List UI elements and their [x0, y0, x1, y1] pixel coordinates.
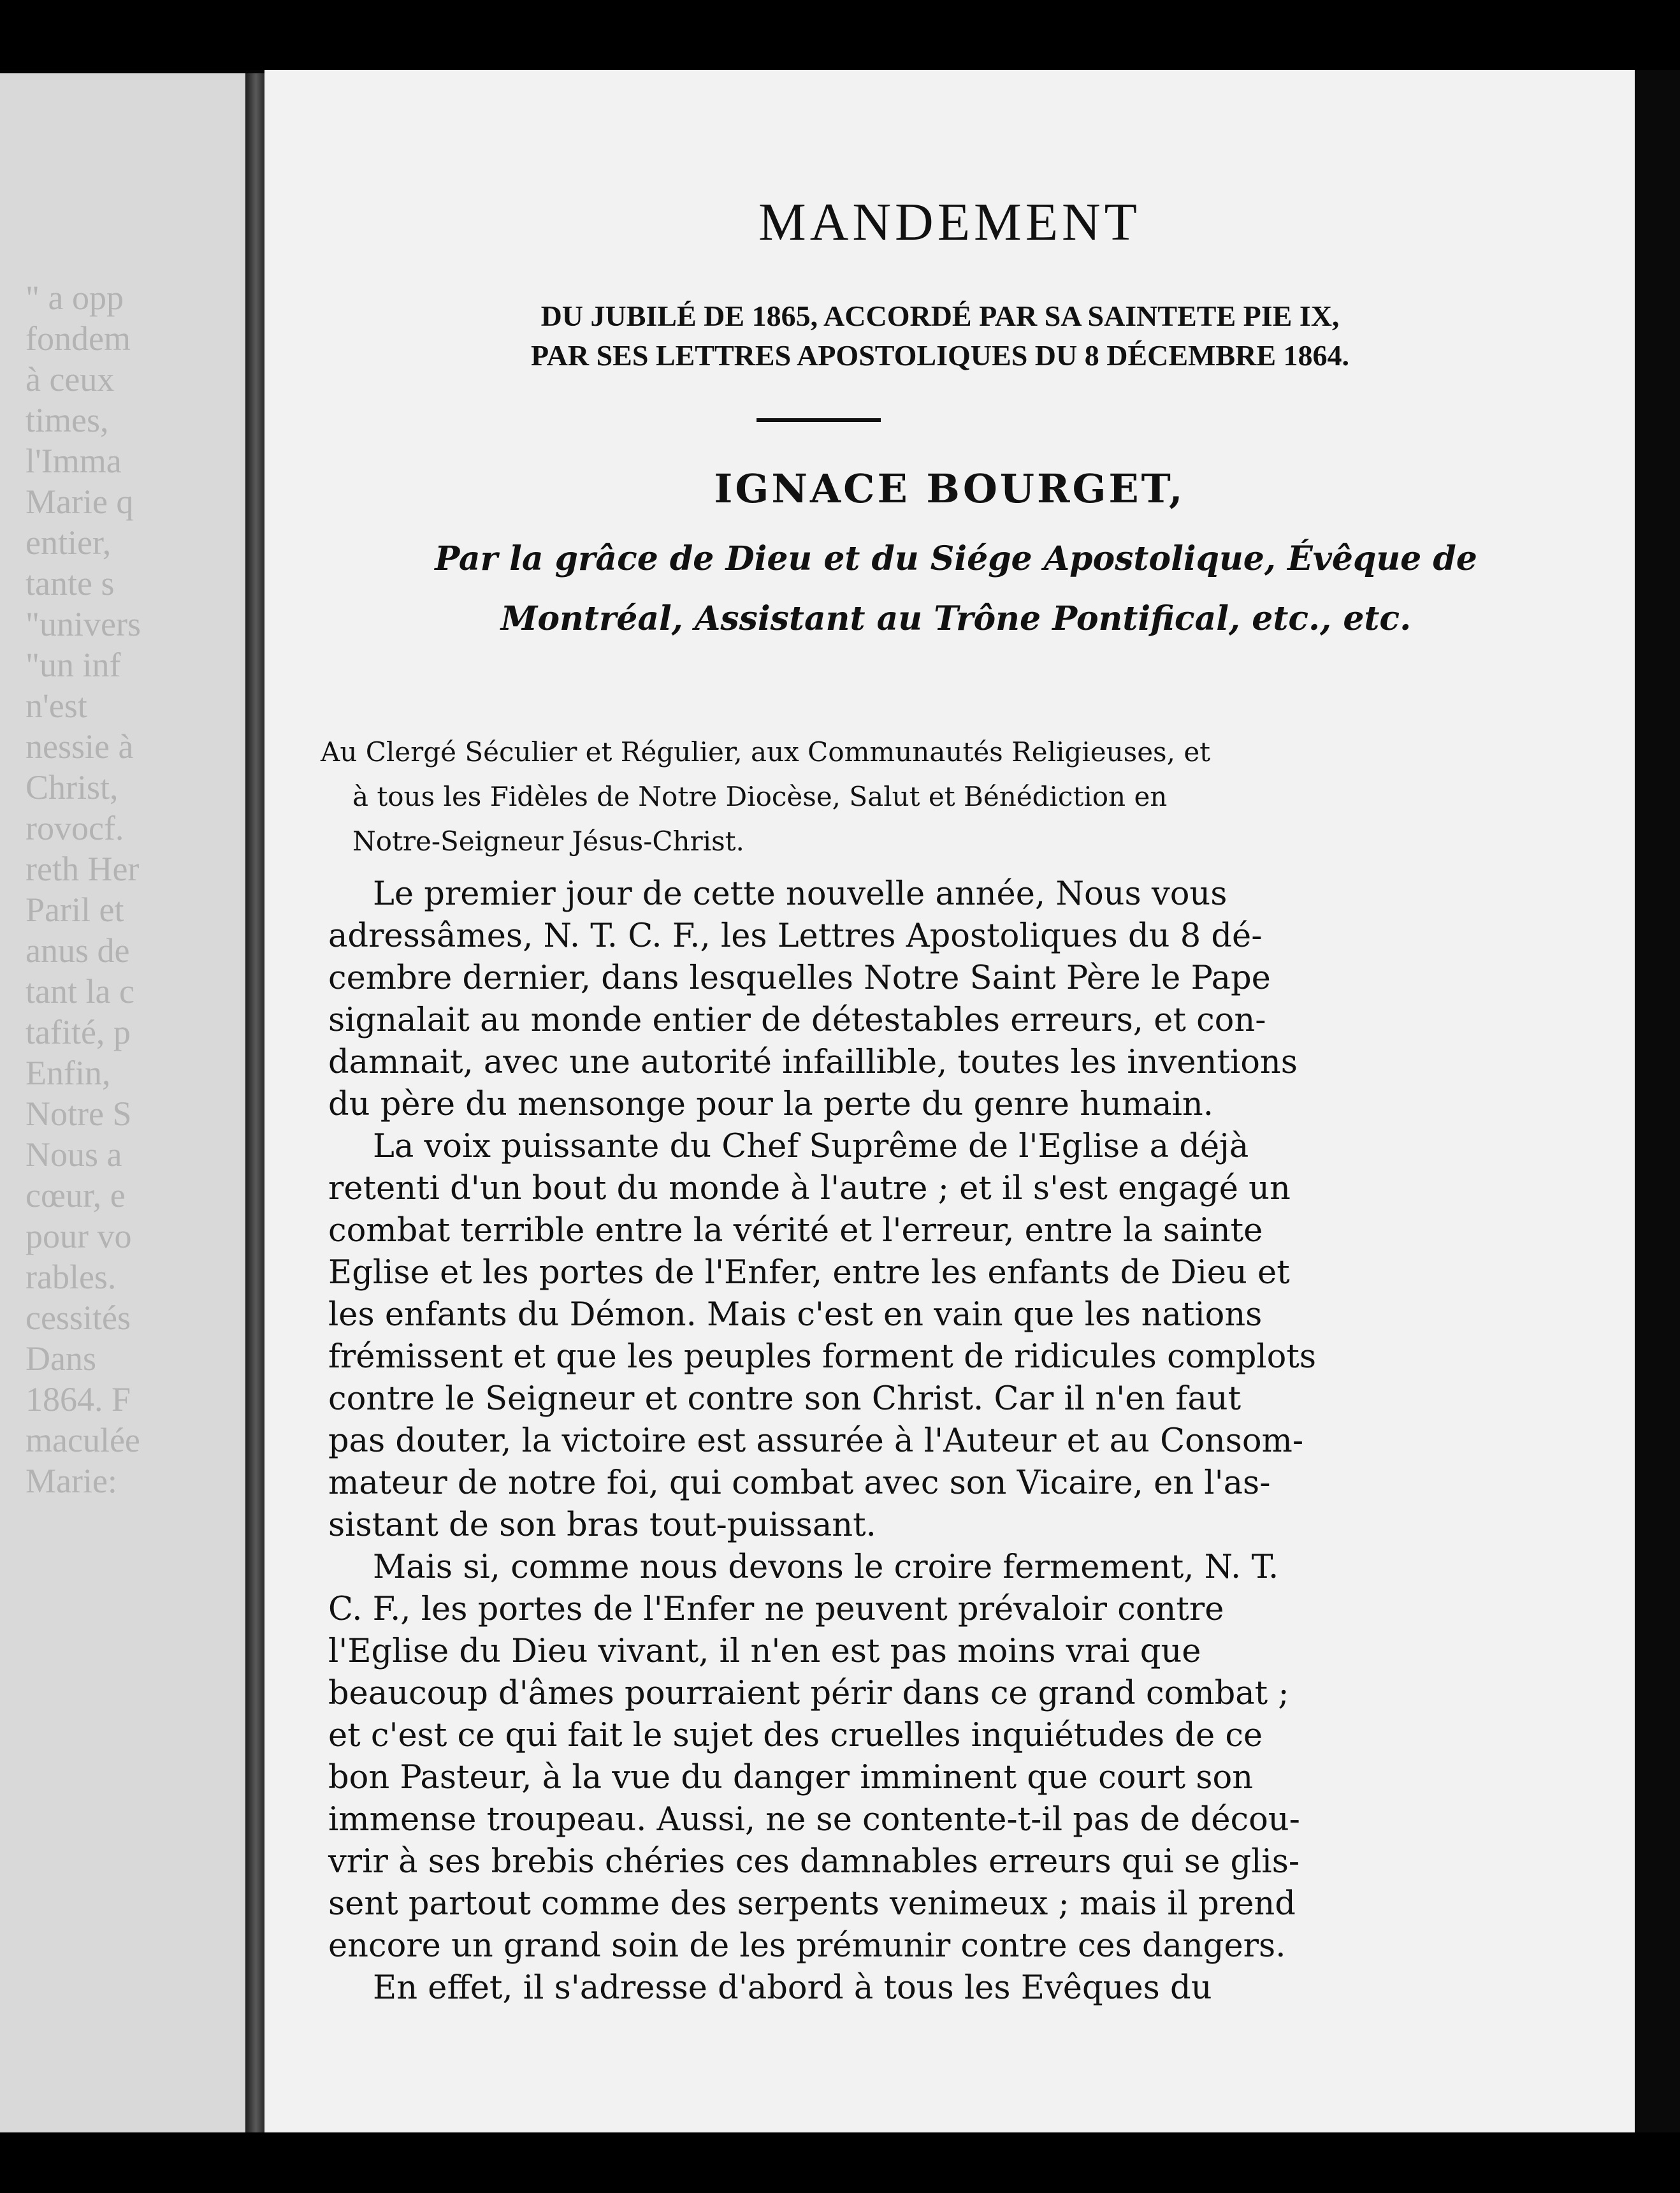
body-line: C. F., les portes de l'Enfer ne peuvent prévaloir contre [328, 1591, 1224, 1628]
body-line: Mais si, comme nous devons le croire fermement, N. T. [373, 1548, 1279, 1586]
facing-page-line: " a opp [25, 279, 124, 317]
facing-page-line: Enfin, [25, 1054, 111, 1092]
body-line: immense troupeau. Aussi, ne se contente-t-il pas de décou- [328, 1801, 1300, 1839]
scan-bottom-border [0, 2132, 1680, 2193]
subtitle-line: DU JUBILÉ DE 1865, ACCORDÉ PAR SA SAINTETE PIE IX, [540, 300, 1340, 332]
body-line: les enfants du Démon. Mais c'est en vain que les nations [328, 1296, 1263, 1334]
salutation-line: à tous les Fidèles de Notre Diocèse, Salut et Bénédiction en [352, 781, 1168, 812]
scan-top-border [0, 0, 1680, 70]
page-content [264, 70, 1635, 2132]
facing-page-line: tante s [25, 564, 115, 602]
facing-page-line: maculée [25, 1421, 140, 1459]
facing-page-line: rovocf. [25, 809, 124, 847]
body-line: l'Eglise du Dieu vivant, il n'en est pas moins vrai que [328, 1633, 1201, 1670]
facing-page-line: tafité, p [25, 1013, 131, 1051]
facing-page-line: "un inf [25, 646, 121, 684]
facing-page-line: times, [25, 401, 109, 439]
document-page [264, 70, 1635, 2132]
facing-page-line: anus de [25, 931, 130, 970]
facing-page-line: tant la c [25, 972, 134, 1010]
body-line: combat terrible entre la vérité et l'erreur, entre la sainte [328, 1212, 1263, 1250]
body-line: adressâmes, N. T. C. F., les Lettres Apostoliques du 8 dé- [328, 917, 1263, 955]
facing-page-line: Christ, [25, 768, 119, 806]
facing-page-line: entier, [25, 523, 112, 562]
author-titles-line: Par la grâce de Dieu et du Siége Apostolique, Évêque de [435, 539, 1477, 578]
body-line: contre le Seigneur et contre son Christ. Car il n'en faut [328, 1380, 1242, 1418]
facing-page-line: nessie à [25, 727, 134, 766]
title-rule [757, 418, 881, 422]
facing-page-line: cessités [25, 1299, 131, 1337]
body-line: retenti d'un bout du monde à l'autre ; et il s'est engagé un [328, 1170, 1291, 1207]
body-line: cembre dernier, dans lesquelles Notre Saint Père le Pape [328, 959, 1271, 997]
body-line: pas douter, la victoire est assurée à l'Auteur et au Consom- [328, 1422, 1304, 1460]
body-line: Le premier jour de cette nouvelle année, Nous vous [373, 875, 1227, 913]
body-line: bon Pasteur, à la vue du danger imminent que court son [328, 1759, 1254, 1796]
body-text [328, 873, 1590, 2009]
body-line: beaucoup d'âmes pourraient périr dans ce grand combat ; [328, 1675, 1289, 1712]
author-titles [322, 529, 1590, 649]
facing-page-line: Nous a [25, 1135, 122, 1174]
body-line: vrir à ses brebis chéries ces damnables erreurs qui se glis- [328, 1843, 1300, 1881]
facing-page-line: Notre S [25, 1095, 132, 1133]
body-line: mateur de notre foi, qui combat avec son Vicaire, en l'as- [328, 1464, 1271, 1502]
body-line: Eglise et les portes de l'Enfer, entre les enfants de Dieu et [328, 1254, 1290, 1292]
facing-page-line: Paril et [25, 891, 124, 929]
author-titles-line: Montréal, Assistant au Trône Pontifical, etc., etc. [500, 599, 1412, 638]
document-subtitle [303, 296, 1577, 375]
facing-page-line: 1864. F [25, 1380, 131, 1418]
facing-page-line: "univers [25, 605, 141, 643]
facing-page-fragment [0, 73, 245, 2132]
facing-page-line: pour vo [25, 1217, 132, 1255]
facing-page-line: fondem [25, 319, 131, 358]
body-line: damnait, avec une autorité infaillible, toutes les inventions [328, 1044, 1298, 1081]
book-gutter [245, 73, 264, 2132]
scan-right-border [1635, 70, 1680, 2132]
salutation-line: Notre-Seigneur Jésus-Christ. [352, 826, 744, 857]
author-name: IGNACE BOURGET, [714, 465, 1185, 512]
salutation-line: Au Clergé Séculier et Régulier, aux Communautés Religieuses, et [321, 736, 1211, 768]
body-line: encore un grand soin de les prémunir contre ces dangers. [328, 1927, 1286, 1965]
facing-page-line: Dans [25, 1339, 96, 1378]
salutation [321, 730, 1589, 864]
facing-page-line: Marie: [25, 1462, 117, 1500]
body-line: sent partout comme des serpents venimeux ; mais il prend [328, 1885, 1296, 1923]
subtitle-line: PAR SES LETTRES APOSTOLIQUES DU 8 DÉCEMBRE 1864. [530, 339, 1350, 372]
facing-page-line: Marie q [25, 483, 134, 521]
facing-page-line: cœur, e [25, 1176, 126, 1214]
body-line: En effet, il s'adresse d'abord à tous les Evêques du [373, 1969, 1212, 2007]
body-line: signalait au monde entier de détestables erreurs, et con- [328, 1002, 1266, 1039]
facing-page-line: n'est [25, 687, 87, 725]
facing-page-line: rables. [25, 1258, 117, 1296]
facing-page-line: reth Her [25, 850, 140, 888]
body-line: frémissent et que les peuples forment de ridicules complots [328, 1338, 1317, 1376]
facing-page-text [25, 277, 245, 1501]
body-line: sistant de son bras tout-puissant. [328, 1506, 876, 1544]
facing-page-line: l'Imma [25, 442, 122, 480]
document-title: MANDEMENT [758, 193, 1141, 252]
body-line: et c'est ce qui fait le sujet des cruelles inquiétudes de ce [328, 1717, 1263, 1754]
body-line: La voix puissante du Chef Suprême de l'Eglise a déjà [373, 1128, 1249, 1165]
facing-page-line: à ceux [25, 360, 115, 398]
body-line: du père du mensonge pour la perte du genre humain. [328, 1086, 1213, 1123]
